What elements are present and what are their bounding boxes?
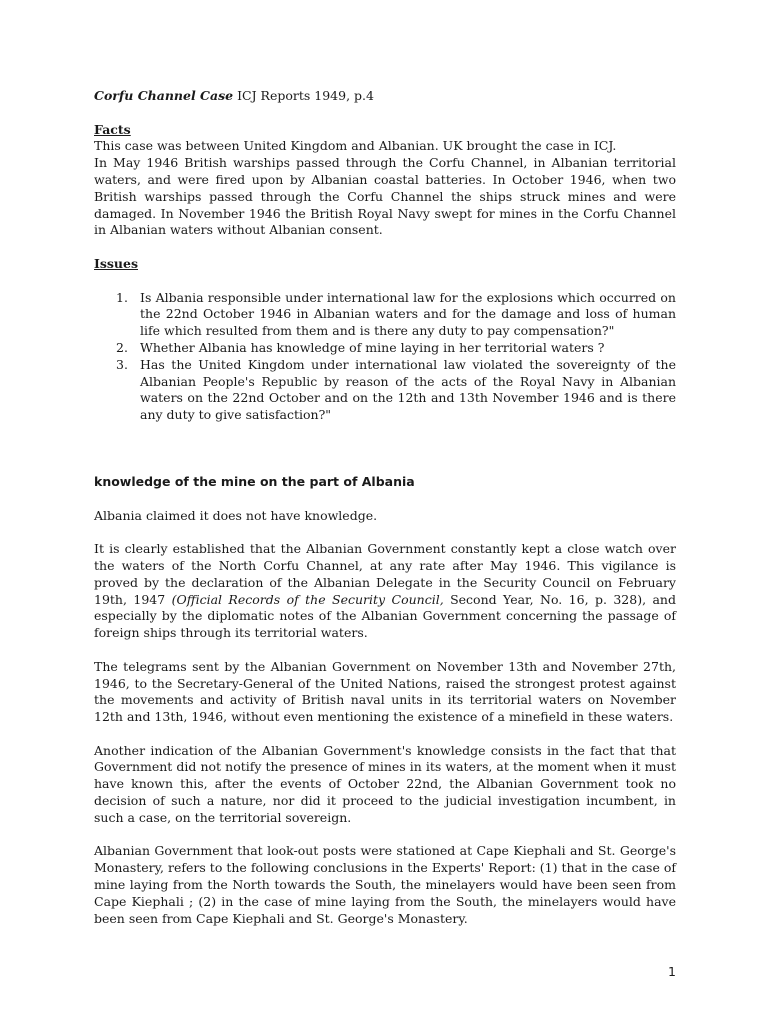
case-name: Corfu Channel Case: [94, 88, 234, 103]
knowledge-paragraph-2: [94, 541, 676, 642]
issues-heading: Issues: [94, 255, 139, 271]
paragraph-text: Second Year, No. 16, p. 328), and especially by the diplomatic notes of the Albanian Government concerning the passage of foreign ships through its territorial waters.: [94, 591, 676, 641]
issue-item-3: [94, 357, 676, 424]
facts-paragraph-1: This case was between United Kingdom and Albanian. UK brought the case in ICJ.: [94, 138, 617, 154]
issue-number: 3.: [116, 356, 128, 372]
issue-item-2: [94, 340, 676, 357]
issue-text: Has the United Kingdom under international law violated the sovereignty of the Albanian People's Republic by reason of the acts of the Royal Navy in Albanian waters on the 22nd October and on the 12th and 13th November 1946 and is there any duty to give satisfaction?": [140, 356, 676, 423]
facts-paragraph-2: In May 1946 British warships passed through the Corfu Channel, in Albanian territorial waters, and were fired upon by Albanian coastal batteries. In October 1946, when two British warships passed through the Corfu Channel the ships struck mines and were damaged. In November 1946 the British Royal Navy swept for mines in the Corfu Channel in Albanian waters without Albanian consent.: [94, 155, 676, 238]
citation-italic: (Official Records of the Security Council,: [171, 591, 444, 607]
issue-number: 2.: [116, 339, 128, 355]
issue-item-1: [94, 290, 676, 340]
case-title: [94, 88, 676, 105]
document-body: [94, 88, 676, 927]
issue-number: 1.: [116, 289, 128, 305]
knowledge-paragraph-3: The telegrams sent by the Albanian Government on November 13th and November 27th, 1946, to the Secretary-General of the United Nations, raised the strongest protest against the movements and activity of British naval units in its territorial waters on November 12th and 13th, 1946, without even mentioning the existence of a minefield in these waters.: [94, 658, 676, 725]
knowledge-paragraph-5: Albanian Government that look-out posts were stationed at Cape Kiephali and St. George's Monastery, refers to the following conclusions in the Experts' Report: (1) that in the case of mine laying from the North towards the South, the minelayers would have been seen from Cape Kiephali ; (2) in the case of mine laying from the South, the minelayers would have been seen from Cape Kiephali and St. George's Monastery.: [94, 843, 676, 926]
knowledge-heading: knowledge of the mine on the part of Albania: [94, 473, 415, 489]
issue-text: Is Albania responsible under international law for the explosions which occurred on the 22nd October 1946 in Albanian waters and for the damage and loss of human life which resulted from them and is there any duty to pay compensation?": [140, 289, 676, 339]
paragraph-text: It is clearly established that the Albanian Government constantly kept a close watch over the waters of the North Corfu Channel, at any rate after May 1946. This vigilance is proved by the declaration of the Albanian Delegate in the Security Council on February 19th, 1947: [94, 541, 676, 607]
page-number: 1: [668, 964, 676, 979]
knowledge-paragraph-4: Another indication of the Albanian Government's knowledge consists in the fact that that Government did not notify the presence of mines in its waters, at the moment when it must have known this, after the events of October 22nd, the Albanian Government took no decision of such a nature, nor did it proceed to the judicial investigation incumbent, in such a case, on the territorial sovereign.: [94, 742, 676, 825]
case-citation: ICJ Reports 1949, p.4: [233, 88, 374, 103]
issue-text: Whether Albania has knowledge of mine laying in her territorial waters ?: [140, 339, 605, 355]
facts-heading: Facts: [94, 121, 131, 137]
issues-list: [94, 290, 676, 424]
knowledge-paragraph-1: Albania claimed it does not have knowledge.: [94, 507, 378, 523]
